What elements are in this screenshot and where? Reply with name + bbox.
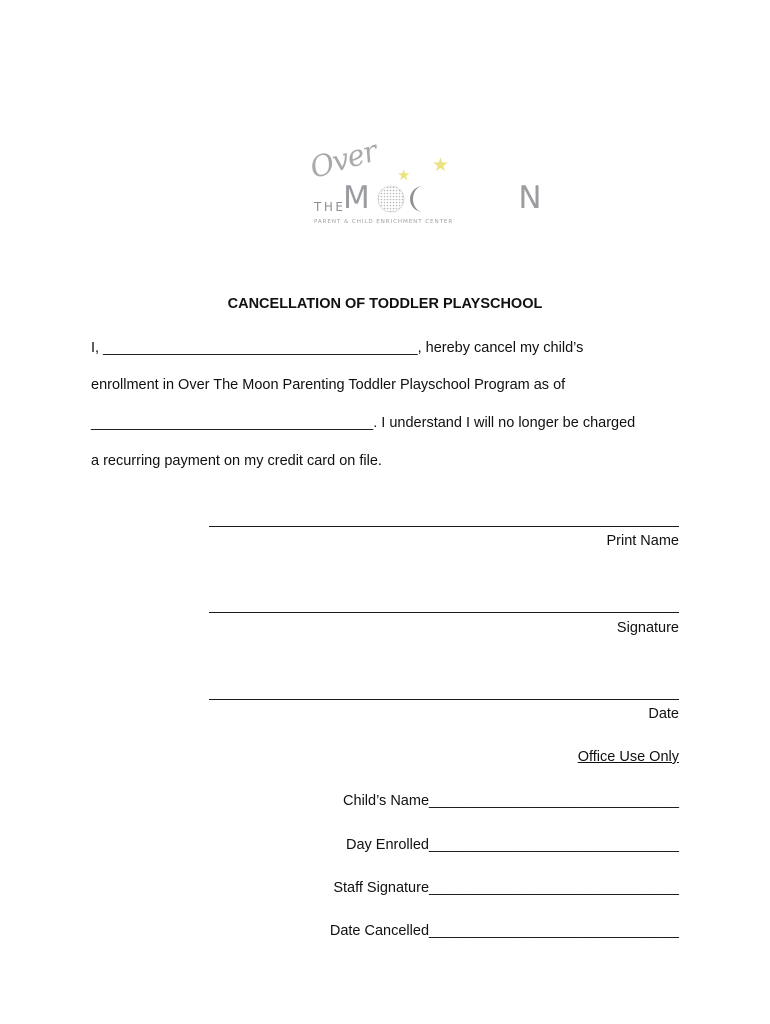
- over-the-moon-logo: [305, 133, 548, 235]
- date-label: Date: [648, 706, 679, 722]
- print-name-label: Print Name: [606, 533, 679, 549]
- office-field-date-cancelled[interactable]: Date Cancelled_______________________________: [329, 923, 679, 939]
- paragraph-line: a recurring payment on my credit card on file.: [91, 453, 382, 469]
- office-field-staff-signature[interactable]: Staff Signature_______________________________: [333, 880, 679, 896]
- office-field-childs-name[interactable]: Child’s Name_______________________________: [343, 793, 679, 809]
- office-use-heading: Office Use Only: [577, 749, 679, 765]
- document-title: CANCELLATION OF TODDLER PLAYSCHOOL: [227, 296, 543, 312]
- date-line[interactable]: [209, 699, 679, 700]
- paragraph-line: ___________________________________. I understand I will no longer be charged: [91, 415, 636, 431]
- star-icon: ★: [397, 167, 411, 184]
- logo-moon-text: M N: [343, 180, 548, 216]
- logo-tagline: PARENT & CHILD ENRICHMENT CENTER: [314, 219, 454, 225]
- logo-script-text: Over: [306, 133, 381, 185]
- paragraph-line: enrollment in Over The Moon Parenting Toddler Playschool Program as of: [91, 377, 566, 393]
- signature-label: Signature: [616, 620, 679, 636]
- paragraph-line: I, _______________________________________, hereby cancel my child’s: [91, 340, 584, 356]
- print-name-line[interactable]: [209, 526, 679, 527]
- star-icon: ★: [432, 155, 450, 176]
- logo-the-text: THE: [314, 200, 346, 214]
- office-field-day-enrolled[interactable]: Day Enrolled_______________________________: [345, 837, 679, 853]
- signature-line[interactable]: [209, 612, 679, 613]
